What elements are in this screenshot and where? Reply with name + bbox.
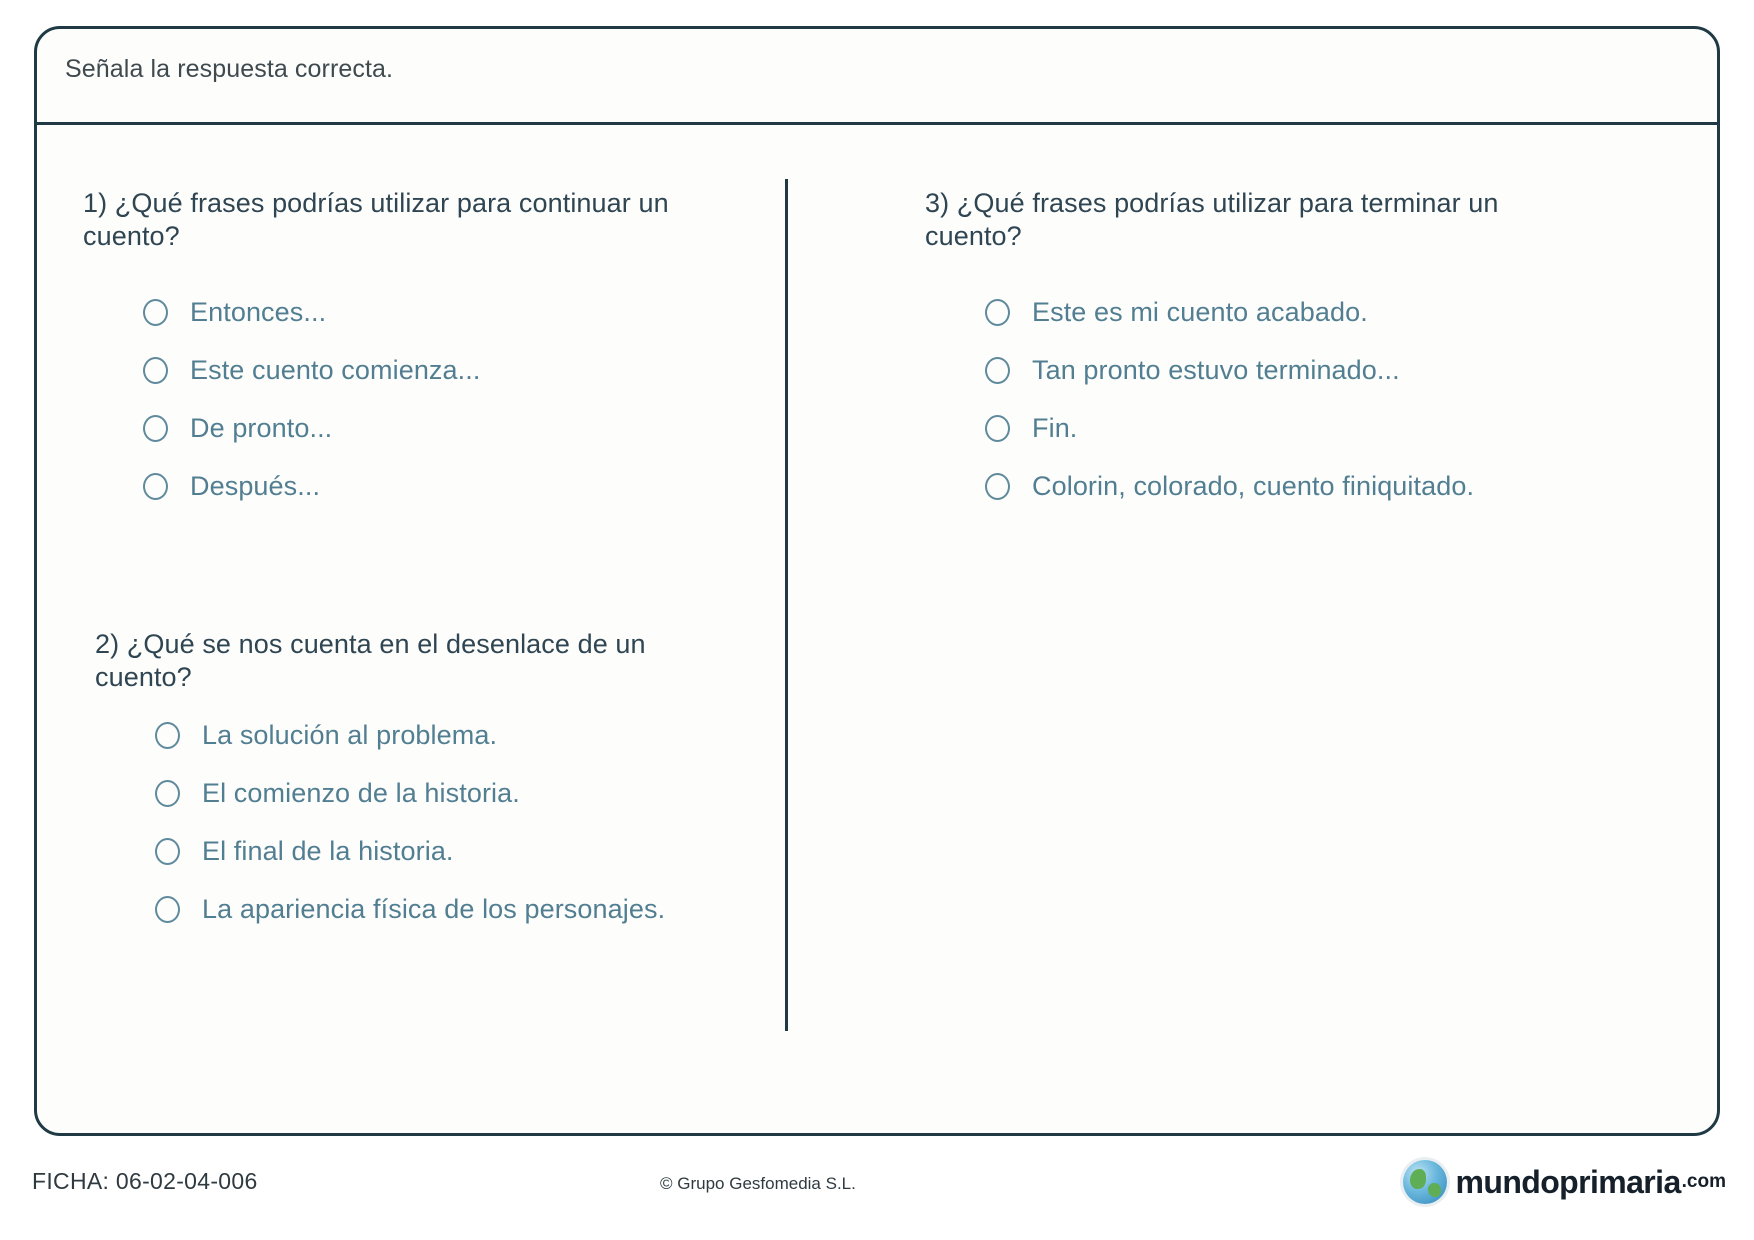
radio-icon[interactable] (155, 780, 180, 807)
option-label: El comienzo de la historia. (202, 778, 520, 809)
option-row[interactable] (985, 400, 1717, 458)
left-column (37, 125, 877, 1133)
option-label: El final de la historia. (202, 836, 454, 867)
question-3-text: 3) ¿Qué frases podrías utilizar para terminar un cuento? (925, 188, 1499, 252)
radio-icon[interactable] (143, 299, 168, 326)
option-row[interactable] (155, 881, 877, 939)
option-row[interactable] (143, 458, 877, 516)
option-label: Este es mi cuento acabado. (1032, 297, 1368, 328)
copyright-text: © Grupo Gesfomedia S.L. (660, 1174, 856, 1193)
page-footer (0, 1152, 1754, 1240)
option-label: Entonces... (190, 297, 327, 328)
option-label: De pronto... (190, 413, 333, 444)
option-row[interactable] (143, 342, 877, 400)
option-row[interactable] (985, 342, 1717, 400)
radio-icon[interactable] (143, 415, 168, 442)
option-label: La solución al problema. (202, 720, 498, 751)
radio-icon[interactable] (143, 357, 168, 384)
option-label: Fin. (1032, 413, 1078, 444)
option-label: Después... (190, 471, 321, 502)
radio-icon[interactable] (155, 722, 180, 749)
radio-icon[interactable] (985, 299, 1010, 326)
radio-icon[interactable] (143, 473, 168, 500)
question-1-options (143, 284, 877, 516)
question-3-options (985, 284, 1717, 516)
question-2-text: 2) ¿Qué se nos cuenta en el desenlace de un cuento? (95, 628, 646, 693)
option-row[interactable] (143, 284, 877, 342)
instruction-text: Señala la respuesta correcta. (65, 55, 394, 83)
option-row[interactable] (155, 707, 877, 765)
ficha-code: FICHA: 06-02-04-006 (32, 1168, 258, 1194)
globe-icon (1403, 1160, 1447, 1204)
logo-tld: .com (1681, 1171, 1726, 1192)
logo-wordmark: mundoprimaria (1455, 1163, 1681, 1200)
radio-icon[interactable] (155, 838, 180, 865)
radio-icon[interactable] (985, 357, 1010, 384)
option-row[interactable] (985, 284, 1717, 342)
mundoprimaria-logo[interactable] (1403, 1160, 1726, 1204)
option-row[interactable] (143, 400, 877, 458)
question-2-options (155, 707, 877, 939)
option-label: La apariencia física de los personajes. (202, 894, 666, 925)
right-column (877, 125, 1717, 1133)
option-row[interactable] (985, 458, 1717, 516)
worksheet-card (34, 26, 1720, 1136)
option-label: Este cuento comienza... (190, 355, 481, 386)
radio-icon[interactable] (155, 896, 180, 923)
radio-icon[interactable] (985, 415, 1010, 442)
option-label: Tan pronto estuvo terminado... (1032, 355, 1400, 386)
option-row[interactable] (155, 765, 877, 823)
questions-columns (37, 125, 1717, 1133)
question-1-text: 1) ¿Qué frases podrías utilizar para continuar un cuento? (83, 188, 669, 252)
worksheet-header (37, 29, 1717, 122)
radio-icon[interactable] (985, 473, 1010, 500)
option-row[interactable] (155, 823, 877, 881)
option-label: Colorin, colorado, cuento finiquitado. (1032, 471, 1475, 502)
